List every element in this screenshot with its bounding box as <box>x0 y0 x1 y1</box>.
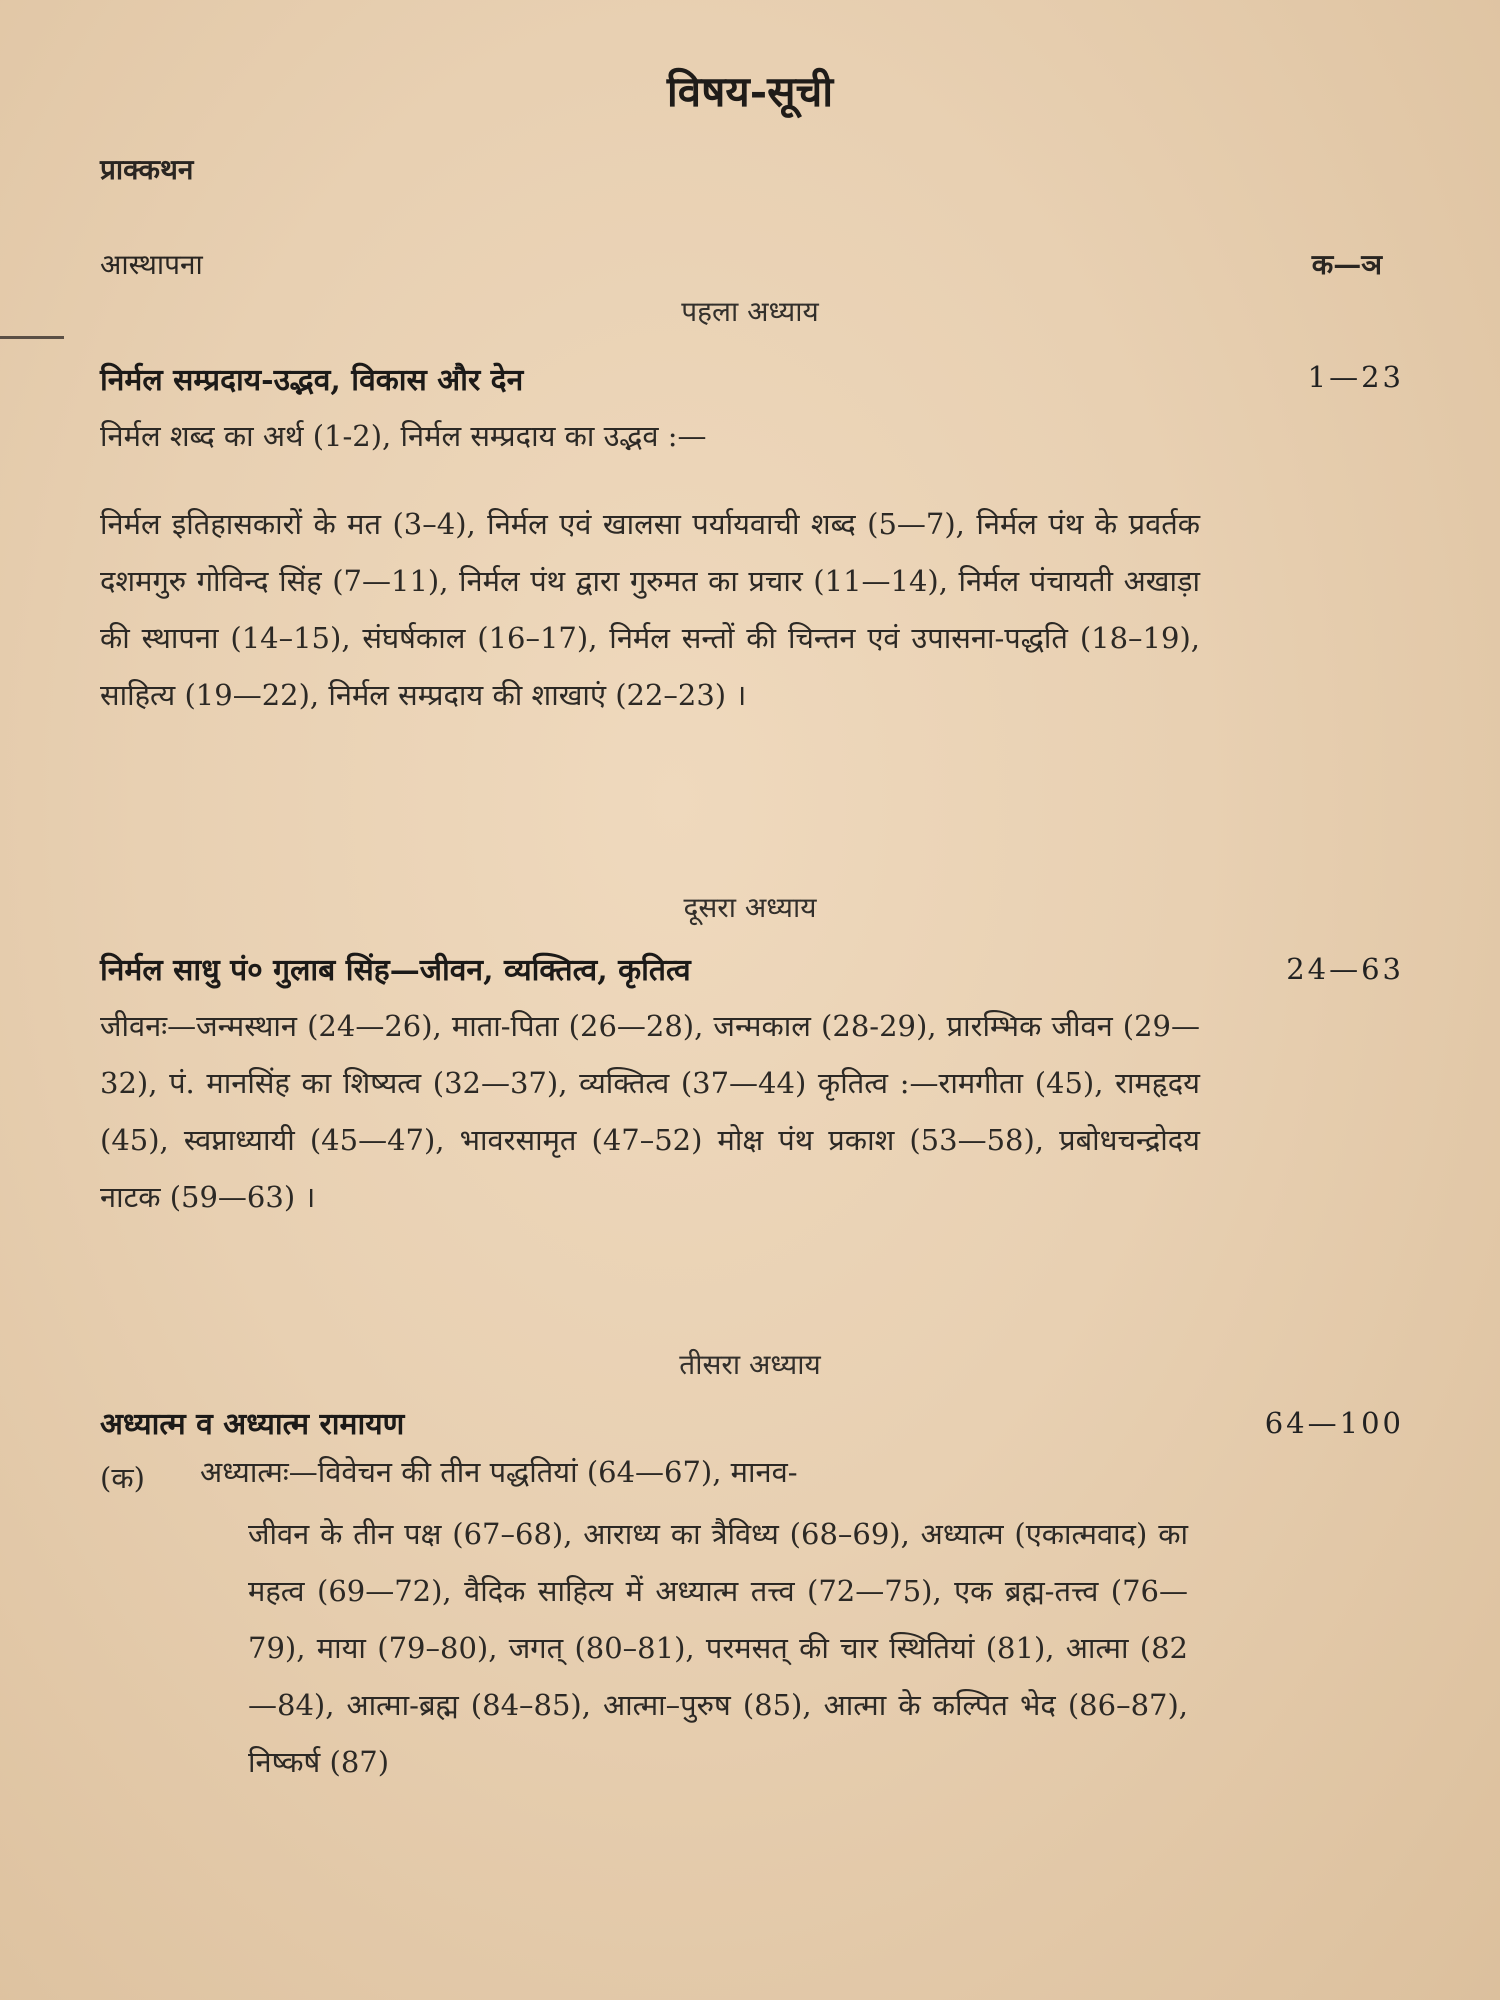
chapter-3-section-a-contents: जीवन के तीन पक्ष (67–68), आराध्य का त्रैविध्य (68–69), अध्यात्म (एकात्मवाद) का महत्व (69—72), वैदिक साहित्य में अध्यात्म तत्त्व (72—75), एक ब्रह्म-तत्त्व (76—79), माया (79–80), जगत् (80–81), परमसत् की चार स्थितियां (81), आत्मा (82—84), आत्मा-ब्रह्म (84–85), आत्मा–पुरुष (85), आत्मा के कल्पित भेद (86–87), निष्कर्ष (87) <box>248 1517 1188 1779</box>
chapter-3-section-a-heading: अध्यात्मः—विवेचन की तीन पद्धतियां (64—67), मानव- <box>200 1455 798 1489</box>
front-matter-introduction-pages: क—ञ <box>1311 248 1382 281</box>
chapter-1-contents: निर्मल इतिहासकारों के मत (3–4), निर्मल एवं खालसा पर्यायवाची शब्द (5—7), निर्मल पंथ के प्रवर्तक दशमगुरु गोविन्द सिंह (7—11), निर्मल पंथ द्वारा गुरुमत का प्रचार (11—14), निर्मल पंचायती अखाड़ा की स्थापना (14–15), संघर्षकाल (16–17), निर्मल सन्तों की चिन्तन एवं उपासना-पद्धति (18–19), साहित्य (19—22), निर्मल सम्प्रदाय की शाखाएं (22–23) । <box>100 507 1200 712</box>
front-matter-introduction: आस्थापना <box>100 248 203 281</box>
chapter-2-title: निर्मल साधु पं० गुलाब सिंह—जीवन, व्यक्तित्व, कृतित्व <box>100 953 691 988</box>
chapter-1-pages: 1—23 <box>1307 360 1404 394</box>
chapter-3-title: अध्यात्म व अध्यात्म रामायण <box>100 1407 405 1442</box>
front-matter-preface: प्राक्कथन <box>100 153 194 186</box>
margin-mark <box>0 336 64 339</box>
chapter-3-section-a-label: (क) <box>100 1461 145 1495</box>
chapter-1-title: निर्मल सम्प्रदाय-उद्भव, विकास और देन <box>100 363 524 398</box>
chapter-3-pages: 64—100 <box>1264 1406 1404 1440</box>
chapter-3-label: तीसरा अध्याय <box>679 1348 821 1381</box>
page-title: विषय-सूची <box>666 67 834 116</box>
chapter-1-label: पहला अध्याय <box>681 295 819 328</box>
chapter-2-pages: 24—63 <box>1286 952 1404 986</box>
chapter-2-contents: जीवनः—जन्मस्थान (24—26), माता-पिता (26—28), जन्मकाल (28-29), प्रारम्भिक जीवन (29—32), पं. मानसिंह का शिष्यत्व (32—37), व्यक्तित्व (37—44) कृतित्व :—रामगीता (45), रामहृदय (45), स्वप्नाध्यायी (45—47), भावरसामृत (47–52) मोक्ष पंथ प्रकाश (53—58), प्रबोधचन्द्रोदय नाटक (59—63) । <box>100 1009 1200 1214</box>
chapter-1-intro: निर्मल शब्द का अर्थ (1-2), निर्मल सम्प्रदाय का उद्भव :— <box>100 419 707 453</box>
chapter-2-label: दूसरा अध्याय <box>683 891 817 924</box>
